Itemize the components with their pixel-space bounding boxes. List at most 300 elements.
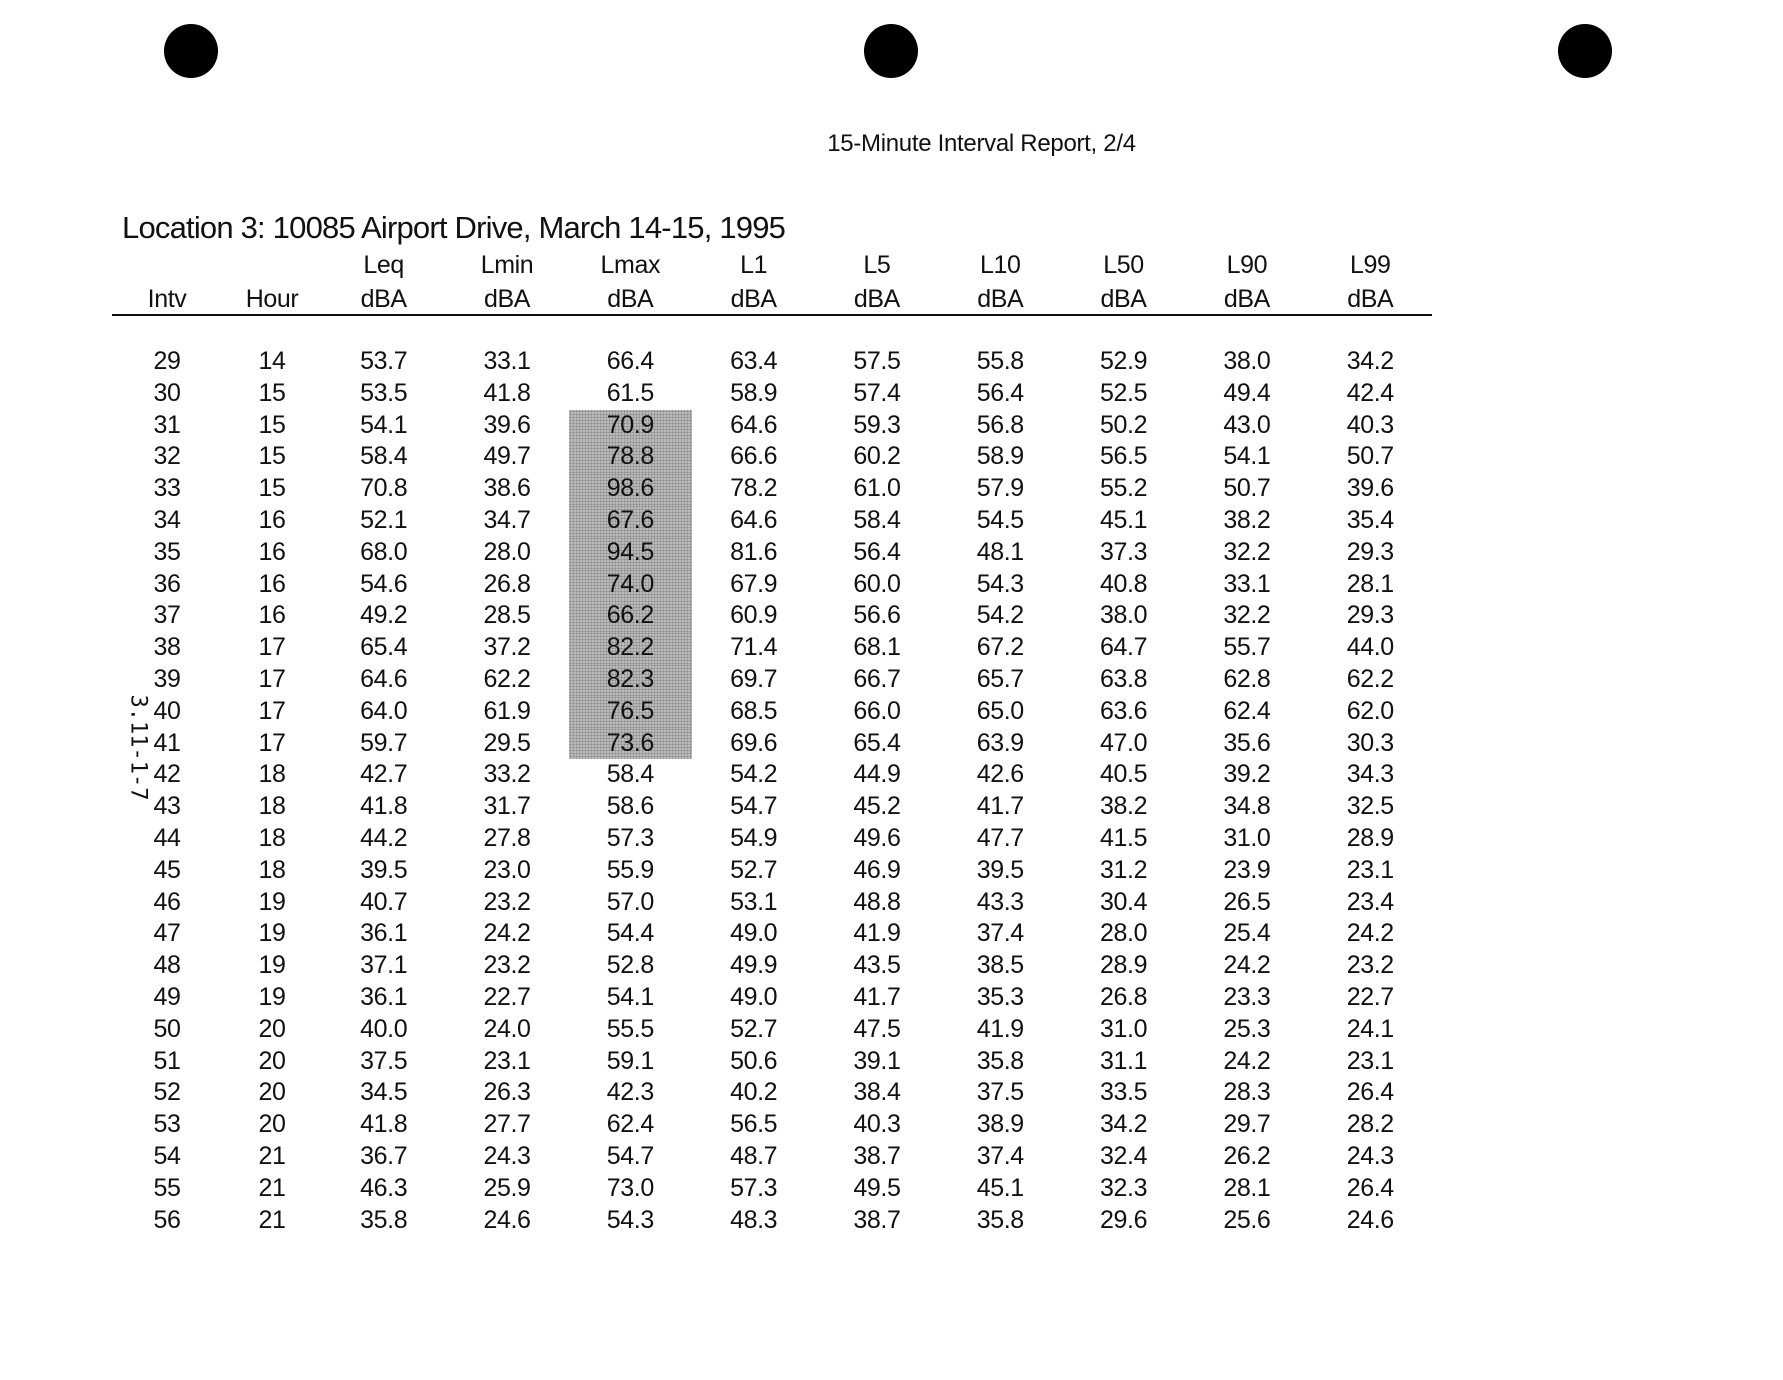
table-row — [112, 1109, 1432, 1141]
cell-l1: 48.3 — [730, 1205, 778, 1234]
cell-intv: 43 — [153, 792, 181, 821]
cell-intv: 48 — [153, 951, 181, 980]
cell-l90: 38.2 — [1223, 505, 1271, 534]
cell-hour: 16 — [258, 569, 286, 598]
cell-leq: 52.1 — [360, 505, 408, 534]
cell-lmax: 98.6 — [569, 473, 692, 505]
column-header-l99: L99 — [1350, 251, 1391, 279]
cell-l5: 68.1 — [853, 633, 901, 662]
cell-intv: 42 — [153, 760, 181, 789]
cell-l5: 46.9 — [853, 855, 901, 884]
cell-l99: 23.2 — [1346, 951, 1394, 980]
cell-lmin: 23.2 — [483, 951, 531, 980]
cell-l5: 41.9 — [853, 919, 901, 948]
cell-l10: 58.9 — [976, 442, 1024, 471]
table-row — [112, 1046, 1432, 1078]
cell-lmin: 23.1 — [483, 1046, 531, 1075]
cell-l99: 26.4 — [1346, 1173, 1394, 1202]
cell-lmin: 24.3 — [483, 1141, 531, 1170]
cell-l99: 62.2 — [1346, 664, 1394, 693]
cell-l50: 31.2 — [1100, 855, 1148, 884]
header-spacer — [112, 315, 1432, 346]
cell-l99: 34.3 — [1346, 760, 1394, 789]
cell-l50: 38.2 — [1100, 792, 1148, 821]
cell-leq: 42.7 — [360, 760, 408, 789]
column-header-leq: Leq — [363, 251, 404, 279]
cell-lmax: 42.3 — [606, 1078, 654, 1107]
cell-l99: 22.7 — [1346, 982, 1394, 1011]
cell-l50: 32.4 — [1100, 1141, 1148, 1170]
cell-l99: 62.0 — [1346, 696, 1394, 725]
cell-leq: 37.1 — [360, 951, 408, 980]
cell-l5: 49.6 — [853, 823, 901, 852]
cell-l10: 38.9 — [976, 1110, 1024, 1139]
cell-l5: 66.7 — [853, 664, 901, 693]
cell-l99: 23.1 — [1346, 1046, 1394, 1075]
cell-leq: 36.1 — [360, 982, 408, 1011]
cell-l10: 54.2 — [976, 601, 1024, 630]
cell-l99: 32.5 — [1346, 792, 1394, 821]
cell-leq: 53.5 — [360, 378, 408, 407]
cell-leq: 54.1 — [360, 410, 408, 439]
cell-intv: 56 — [153, 1205, 181, 1234]
table-row — [112, 537, 1432, 569]
cell-l90: 32.2 — [1223, 601, 1271, 630]
cell-lmin: 49.7 — [483, 442, 531, 471]
cell-intv: 39 — [153, 664, 181, 693]
cell-l1: 49.0 — [730, 982, 778, 1011]
cell-leq: 64.0 — [360, 696, 408, 725]
table-row — [112, 664, 1432, 696]
cell-l99: 35.4 — [1346, 505, 1394, 534]
report-title: 15-Minute Interval Report, 2/4 — [827, 130, 1136, 157]
cell-hour: 15 — [258, 442, 286, 471]
cell-intv: 30 — [153, 378, 181, 407]
cell-lmin: 33.2 — [483, 760, 531, 789]
cell-hour: 21 — [258, 1173, 286, 1202]
cell-leq: 64.6 — [360, 664, 408, 693]
cell-l90: 31.0 — [1223, 823, 1271, 852]
column-header-hour: Hour — [222, 280, 322, 315]
table-row — [112, 1014, 1432, 1046]
cell-l10: 38.5 — [976, 951, 1024, 980]
cell-leq: 54.6 — [360, 569, 408, 598]
cell-l90: 23.3 — [1223, 982, 1271, 1011]
cell-lmax: 74.0 — [569, 569, 692, 601]
cell-hour: 18 — [258, 823, 286, 852]
cell-intv: 33 — [153, 474, 181, 503]
column-unit-l90: dBA — [1185, 280, 1308, 315]
cell-hour: 19 — [258, 887, 286, 916]
cell-l10: 41.9 — [976, 1014, 1024, 1043]
table-row — [112, 918, 1432, 950]
cell-lmax: 67.6 — [569, 505, 692, 537]
column-header-blank — [112, 250, 222, 280]
cell-lmax: 52.8 — [606, 951, 654, 980]
cell-lmin: 34.7 — [483, 505, 531, 534]
cell-l50: 64.7 — [1100, 633, 1148, 662]
table-row — [112, 696, 1432, 728]
table-row — [112, 505, 1432, 537]
cell-l90: 43.0 — [1223, 410, 1271, 439]
cell-leq: 49.2 — [360, 601, 408, 630]
cell-l50: 28.9 — [1100, 951, 1148, 980]
cell-intv: 29 — [153, 347, 181, 375]
column-unit-l50: dBA — [1062, 280, 1185, 315]
cell-l50: 56.5 — [1100, 442, 1148, 471]
cell-l10: 65.0 — [976, 696, 1024, 725]
cell-l1: 69.6 — [730, 728, 778, 757]
cell-leq: 70.8 — [360, 474, 408, 503]
cell-l90: 26.2 — [1223, 1141, 1271, 1170]
column-header-l1: L1 — [740, 251, 768, 279]
cell-leq: 44.2 — [360, 823, 408, 852]
cell-l99: 24.6 — [1346, 1205, 1394, 1234]
cell-l1: 52.7 — [730, 1014, 778, 1043]
cell-l10: 54.3 — [976, 569, 1024, 598]
cell-l10: 48.1 — [976, 537, 1024, 566]
location-heading: Location 3: 10085 Airport Drive, March 14-15, 1995 — [122, 210, 786, 245]
table-header — [112, 250, 1432, 315]
cell-l1: 64.6 — [730, 410, 778, 439]
cell-leq: 41.8 — [360, 792, 408, 821]
cell-l5: 57.5 — [853, 347, 901, 375]
cell-hour: 19 — [258, 951, 286, 980]
cell-l1: 58.9 — [730, 378, 778, 407]
cell-l50: 33.5 — [1100, 1078, 1148, 1107]
cell-lmin: 37.2 — [483, 633, 531, 662]
cell-l50: 31.1 — [1100, 1046, 1148, 1075]
cell-leq: 59.7 — [360, 728, 408, 757]
cell-lmax: 54.3 — [606, 1205, 654, 1234]
cell-lmin: 24.2 — [483, 919, 531, 948]
cell-l1: 49.9 — [730, 951, 778, 980]
cell-lmax: 54.7 — [606, 1141, 654, 1170]
cell-l5: 38.7 — [853, 1141, 901, 1170]
cell-lmin: 27.8 — [483, 823, 531, 852]
page-side-label: 3.11-1-7 — [125, 694, 151, 801]
column-header-l10: L10 — [979, 251, 1021, 279]
cell-l90: 24.2 — [1223, 951, 1271, 980]
cell-l5: 45.2 — [853, 792, 901, 821]
cell-hour: 20 — [258, 1046, 286, 1075]
cell-l50: 50.2 — [1100, 410, 1148, 439]
cell-leq: 34.5 — [360, 1078, 408, 1107]
cell-intv: 50 — [153, 1014, 181, 1043]
table-row — [112, 441, 1432, 473]
cell-l99: 44.0 — [1346, 633, 1394, 662]
cell-intv: 47 — [153, 919, 181, 948]
cell-l90: 34.8 — [1223, 792, 1271, 821]
cell-l90: 62.8 — [1223, 664, 1271, 693]
cell-l1: 71.4 — [730, 633, 778, 662]
cell-lmin: 29.5 — [483, 728, 531, 757]
cell-l50: 52.5 — [1100, 378, 1148, 407]
table-row — [112, 473, 1432, 505]
cell-hour: 16 — [258, 537, 286, 566]
table-row — [112, 346, 1432, 378]
cell-l90: 39.2 — [1223, 760, 1271, 789]
cell-lmin: 31.7 — [483, 792, 531, 821]
cell-l50: 31.0 — [1100, 1014, 1148, 1043]
cell-l10: 54.5 — [976, 505, 1024, 534]
column-header-blank — [222, 250, 322, 280]
cell-l99: 39.6 — [1346, 474, 1394, 503]
cell-l10: 55.8 — [976, 347, 1024, 375]
cell-intv: 41 — [153, 728, 181, 757]
cell-hour: 18 — [258, 792, 286, 821]
cell-l50: 45.1 — [1100, 505, 1148, 534]
column-unit-l99: dBA — [1309, 280, 1432, 315]
cell-l1: 48.7 — [730, 1141, 778, 1170]
cell-lmin: 28.5 — [483, 601, 531, 630]
cell-l1: 60.9 — [730, 601, 778, 630]
cell-lmax: 55.5 — [606, 1014, 654, 1043]
cell-l99: 40.3 — [1346, 410, 1394, 439]
cell-l90: 33.1 — [1223, 569, 1271, 598]
cell-hour: 21 — [258, 1205, 286, 1234]
cell-leq: 41.8 — [360, 1110, 408, 1139]
cell-hour: 14 — [258, 347, 286, 375]
table-row — [112, 759, 1432, 791]
cell-l99: 24.3 — [1346, 1141, 1394, 1170]
cell-l50: 41.5 — [1100, 823, 1148, 852]
cell-l99: 23.4 — [1346, 887, 1394, 916]
cell-l90: 29.7 — [1223, 1110, 1271, 1139]
cell-lmin: 28.0 — [483, 537, 531, 566]
table-row — [112, 1205, 1432, 1237]
cell-intv: 53 — [153, 1110, 181, 1139]
cell-l5: 49.5 — [853, 1173, 901, 1202]
column-header-l90: L90 — [1226, 251, 1268, 279]
cell-leq: 46.3 — [360, 1173, 408, 1202]
cell-lmax: 58.4 — [606, 760, 654, 789]
cell-l99: 28.1 — [1346, 569, 1394, 598]
cell-lmax: 73.0 — [606, 1173, 654, 1202]
cell-l90: 50.7 — [1223, 474, 1271, 503]
column-unit-leq: dBA — [322, 280, 445, 315]
cell-intv: 38 — [153, 633, 181, 662]
cell-hour: 17 — [258, 696, 286, 725]
cell-lmax: 82.3 — [569, 664, 692, 696]
cell-l10: 56.4 — [976, 378, 1024, 407]
table-row — [112, 887, 1432, 919]
cell-l50: 47.0 — [1100, 728, 1148, 757]
cell-lmin: 24.0 — [483, 1014, 531, 1043]
cell-l1: 56.5 — [730, 1110, 778, 1139]
cell-l10: 47.7 — [976, 823, 1024, 852]
table-row — [112, 1141, 1432, 1173]
cell-lmax: 55.9 — [606, 855, 654, 884]
table-row — [112, 410, 1432, 442]
cell-l50: 63.8 — [1100, 664, 1148, 693]
table-row — [112, 823, 1432, 855]
cell-hour: 15 — [258, 378, 286, 407]
cell-l5: 60.2 — [853, 442, 901, 471]
cell-lmin: 27.7 — [483, 1110, 531, 1139]
cell-l99: 24.1 — [1346, 1014, 1394, 1043]
cell-l90: 38.0 — [1223, 347, 1271, 375]
cell-l90: 26.5 — [1223, 887, 1271, 916]
cell-l10: 57.9 — [976, 474, 1024, 503]
cell-l99: 26.4 — [1346, 1078, 1394, 1107]
table-row — [112, 632, 1432, 664]
cell-hour: 20 — [258, 1110, 286, 1139]
cell-l1: 49.0 — [730, 919, 778, 948]
cell-leq: 65.4 — [360, 633, 408, 662]
cell-intv: 45 — [153, 855, 181, 884]
cell-hour: 17 — [258, 664, 286, 693]
cell-intv: 54 — [153, 1141, 181, 1170]
cell-l50: 52.9 — [1100, 347, 1148, 375]
cell-leq: 36.1 — [360, 919, 408, 948]
cell-l10: 41.7 — [976, 792, 1024, 821]
cell-l99: 50.7 — [1346, 442, 1394, 471]
cell-l99: 28.9 — [1346, 823, 1394, 852]
cell-lmax: 73.6 — [569, 728, 692, 760]
cell-l90: 28.1 — [1223, 1173, 1271, 1202]
cell-l5: 41.7 — [853, 982, 901, 1011]
cell-l1: 63.4 — [730, 347, 778, 375]
cell-l5: 56.6 — [853, 601, 901, 630]
cell-l5: 38.7 — [853, 1205, 901, 1234]
cell-hour: 20 — [258, 1078, 286, 1107]
interval-data-table — [112, 250, 1432, 1236]
cell-l90: 24.2 — [1223, 1046, 1271, 1075]
cell-l99: 29.3 — [1346, 537, 1394, 566]
cell-intv: 46 — [153, 887, 181, 916]
cell-hour: 17 — [258, 728, 286, 757]
cell-l5: 56.4 — [853, 537, 901, 566]
cell-l99: 24.2 — [1346, 919, 1394, 948]
cell-lmin: 26.8 — [483, 569, 531, 598]
cell-intv: 32 — [153, 442, 181, 471]
cell-intv: 52 — [153, 1078, 181, 1107]
cell-lmax: 54.1 — [606, 982, 654, 1011]
cell-leq: 58.4 — [360, 442, 408, 471]
cell-l1: 64.6 — [730, 505, 778, 534]
cell-lmax: 57.3 — [606, 823, 654, 852]
cell-l10: 67.2 — [976, 633, 1024, 662]
cell-l5: 57.4 — [853, 378, 901, 407]
cell-leq: 53.7 — [360, 347, 408, 375]
cell-l50: 28.0 — [1100, 919, 1148, 948]
cell-intv: 55 — [153, 1173, 181, 1202]
cell-l10: 35.3 — [976, 982, 1024, 1011]
cell-lmax: 70.9 — [569, 410, 692, 442]
cell-hour: 18 — [258, 855, 286, 884]
cell-leq: 36.7 — [360, 1141, 408, 1170]
cell-l99: 34.2 — [1346, 347, 1394, 375]
cell-lmin: 23.2 — [483, 887, 531, 916]
cell-lmax: 62.4 — [606, 1110, 654, 1139]
cell-l1: 57.3 — [730, 1173, 778, 1202]
cell-lmax: 76.5 — [569, 696, 692, 728]
punch-hole-right — [1558, 24, 1612, 78]
cell-lmin: 33.1 — [483, 347, 531, 375]
cell-lmax: 61.5 — [606, 378, 654, 407]
cell-l10: 56.8 — [976, 410, 1024, 439]
cell-lmin: 22.7 — [483, 982, 531, 1011]
cell-l99: 28.2 — [1346, 1110, 1394, 1139]
cell-l90: 62.4 — [1223, 696, 1271, 725]
cell-l90: 28.3 — [1223, 1078, 1271, 1107]
cell-lmin: 62.2 — [483, 664, 531, 693]
cell-l5: 65.4 — [853, 728, 901, 757]
cell-l10: 63.9 — [976, 728, 1024, 757]
cell-lmax: 59.1 — [606, 1046, 654, 1075]
cell-l50: 63.6 — [1100, 696, 1148, 725]
cell-lmax: 58.6 — [606, 792, 654, 821]
cell-l50: 26.8 — [1100, 982, 1148, 1011]
cell-intv: 37 — [153, 601, 181, 630]
cell-l90: 25.6 — [1223, 1205, 1271, 1234]
cell-hour: 16 — [258, 505, 286, 534]
punch-hole-left — [164, 24, 218, 78]
cell-l5: 60.0 — [853, 569, 901, 598]
cell-lmin: 25.9 — [483, 1173, 531, 1202]
cell-l50: 40.8 — [1100, 569, 1148, 598]
cell-l1: 67.9 — [730, 569, 778, 598]
cell-l1: 53.1 — [730, 887, 778, 916]
cell-l1: 52.7 — [730, 855, 778, 884]
table-row — [112, 982, 1432, 1014]
column-header-lmin: Lmin — [480, 251, 534, 279]
cell-leq: 40.0 — [360, 1014, 408, 1043]
cell-l90: 23.9 — [1223, 855, 1271, 884]
cell-hour: 19 — [258, 919, 286, 948]
column-unit-l10: dBA — [939, 280, 1062, 315]
cell-l5: 58.4 — [853, 505, 901, 534]
cell-l50: 30.4 — [1100, 887, 1148, 916]
cell-lmax: 66.4 — [606, 347, 654, 375]
cell-lmin: 23.0 — [483, 855, 531, 884]
cell-lmin: 26.3 — [483, 1078, 531, 1107]
cell-l5: 38.4 — [853, 1078, 901, 1107]
cell-hour: 18 — [258, 760, 286, 789]
table-row — [112, 1173, 1432, 1205]
cell-l50: 32.3 — [1100, 1173, 1148, 1202]
column-unit-lmin: dBA — [445, 280, 568, 315]
cell-l5: 40.3 — [853, 1110, 901, 1139]
cell-l10: 39.5 — [976, 855, 1024, 884]
cell-l10: 37.4 — [976, 1141, 1024, 1170]
table-row — [112, 378, 1432, 410]
cell-l99: 30.3 — [1346, 728, 1394, 757]
cell-lmin: 24.6 — [483, 1205, 531, 1234]
column-header-lmax: Lmax — [600, 251, 661, 279]
cell-l5: 43.5 — [853, 951, 901, 980]
cell-lmin: 41.8 — [483, 378, 531, 407]
cell-l1: 78.2 — [730, 474, 778, 503]
table-row — [112, 1077, 1432, 1109]
cell-l1: 69.7 — [730, 664, 778, 693]
cell-hour: 21 — [258, 1141, 286, 1170]
cell-l5: 66.0 — [853, 696, 901, 725]
punch-hole-center — [864, 24, 918, 78]
cell-l5: 39.1 — [853, 1046, 901, 1075]
cell-l10: 42.6 — [976, 760, 1024, 789]
cell-leq: 35.8 — [360, 1205, 408, 1234]
cell-lmax: 54.4 — [606, 919, 654, 948]
cell-l5: 61.0 — [853, 474, 901, 503]
cell-l50: 40.5 — [1100, 760, 1148, 789]
table-row — [112, 791, 1432, 823]
column-header-intv: Intv — [112, 280, 222, 315]
cell-l50: 29.6 — [1100, 1205, 1148, 1234]
column-header-l50: L50 — [1103, 251, 1144, 279]
table-row — [112, 728, 1432, 760]
